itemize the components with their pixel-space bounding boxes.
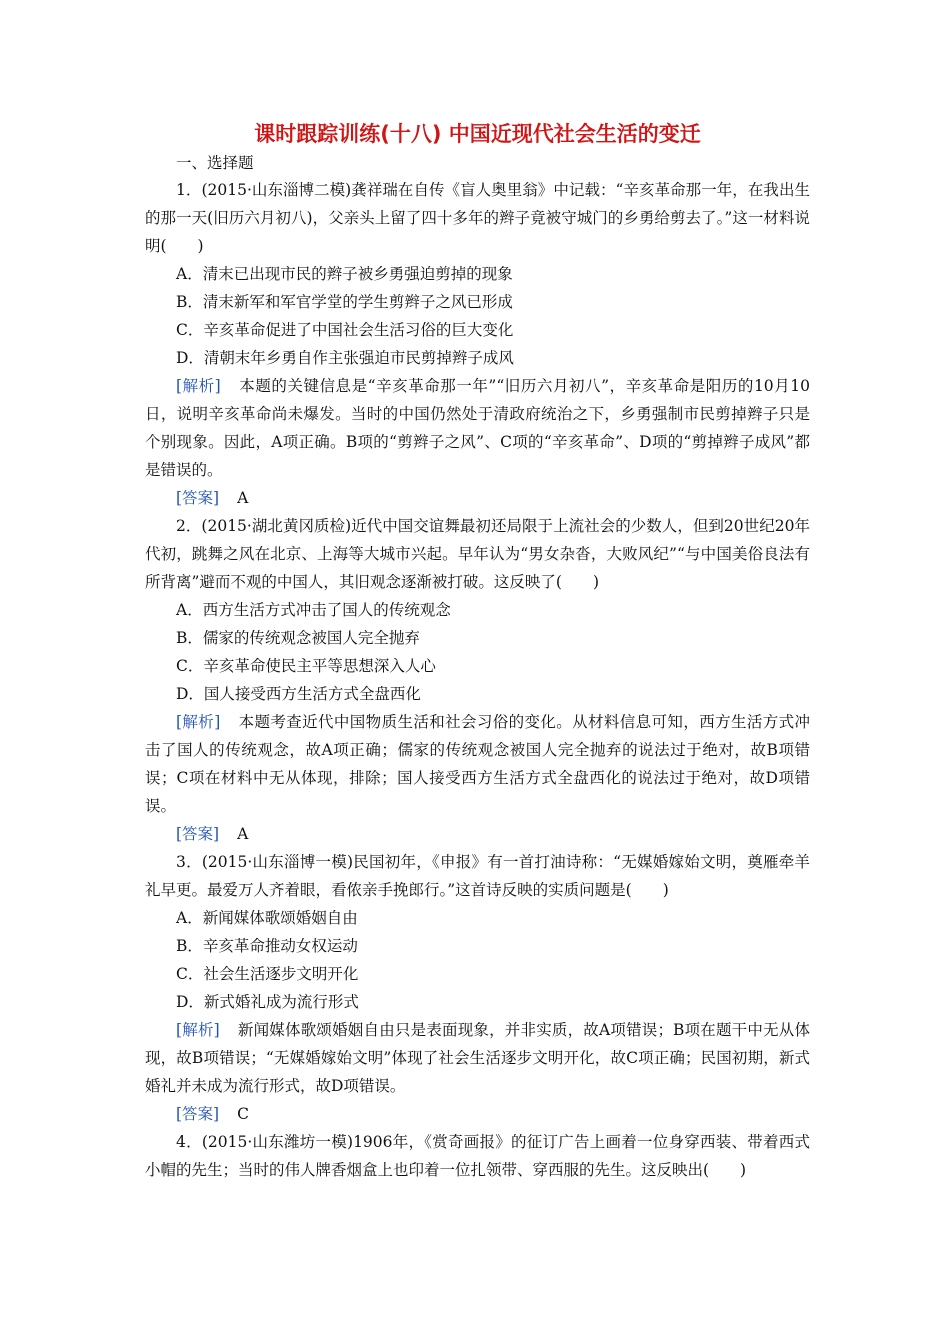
question-stem: 1．(2015·山东淄博二模)龚祥瑞在自传《盲人奥里翁》中记载：“辛亥革命那一年，在我出生的那一天(旧历六月初八)，父亲头上留了四十多年的辫子竟被守城门的乡勇给剪去了。”这一材料说明( ) <box>145 181 810 255</box>
question-2 <box>145 512 810 848</box>
answer-line <box>145 484 810 512</box>
option-c: C．辛亥革命使民主平等思想深入人心 <box>176 657 436 675</box>
option-a: A．新闻媒体歌颂婚姻自由 <box>176 909 358 927</box>
answer-line <box>145 1100 810 1128</box>
option-a: A．西方生活方式冲击了国人的传统观念 <box>176 601 451 619</box>
analysis-text: 本题的关键信息是“辛亥革命那一年”“旧历六月初八”，辛亥革命是阳历的10月10日，说明辛亥革命尚未爆发。当时的中国仍然处于清政府统治之下，乡勇强制市民剪掉辫子只是个别现象。因此，A项正确。B项的“剪辫子之风”、C项的“辛亥革命”、D项的“剪掉辫子成风”都是错误的。 <box>145 377 810 479</box>
option-c: C．社会生活逐步文明开化 <box>176 965 359 983</box>
option-b: B．清末新军和军官学堂的学生剪辫子之风已形成 <box>176 293 513 311</box>
analysis-paragraph <box>145 372 810 484</box>
question-stem: 3．(2015·山东淄博一模)民国初年，《申报》有一首打油诗称：“无媒婚嫁始文明，奠雁牵羊礼早更。最爱万人齐着眼，看侬亲手挽郎行。”这首诗反映的实质问题是( ) <box>145 853 810 899</box>
answer-value: A <box>237 825 249 843</box>
option-b: B．辛亥革命推动女权运动 <box>176 937 358 955</box>
question-3 <box>145 848 810 1128</box>
question-stem: 2．(2015·湖北黄冈质检)近代中国交谊舞最初还局限于上流社会的少数人，但到20世纪20年代初，跳舞之风在北京、上海等大城市兴起。早年认为“男女杂沓，大败风纪”“与中国美俗良法有所背离”避而不观的中国人，其旧观念逐渐被打破。这反映了( ) <box>145 517 810 591</box>
question-4 <box>145 1128 810 1184</box>
option-a: A．清末已出现市民的辫子被乡勇强迫剪掉的现象 <box>176 265 513 283</box>
answer-label: [答案] <box>176 1105 220 1123</box>
analysis-paragraph <box>145 1016 810 1100</box>
answer-label: [答案] <box>176 489 220 507</box>
document-page <box>145 118 810 1184</box>
analysis-paragraph <box>145 708 810 820</box>
section-heading: 一、选择题 <box>176 154 254 172</box>
page-title: 课时跟踪训练(十八) 中国近现代社会生活的变迁 <box>254 122 701 146</box>
answer-line <box>145 820 810 848</box>
analysis-text: 本题考查近代中国物质生活和社会习俗的变化。从材料信息可知，西方生活方式冲击了国人的传统观念，故A项正确；儒家的传统观念被国人完全抛弃的说法过于绝对，故B项错误；C项在材料中无从体现，排除；国人接受西方生活方式全盘西化的说法过于绝对，故D项错误。 <box>145 713 810 815</box>
option-b: B．儒家的传统观念被国人完全抛弃 <box>176 629 420 647</box>
question-1 <box>145 176 810 512</box>
analysis-text: 新闻媒体歌颂婚姻自由只是表面现象，并非实质，故A项错误；B项在题干中无从体现，故B项错误；“无媒婚嫁始文明”体现了社会生活逐步文明开化，故C项正确；民国初期，新式婚礼并未成为流行形式，故D项错误。 <box>145 1021 810 1095</box>
analysis-label: [解析] <box>176 713 221 731</box>
option-d: D．清朝末年乡勇自作主张强迫市民剪掉辫子成风 <box>176 349 514 367</box>
option-c: C．辛亥革命促进了中国社会生活习俗的巨大变化 <box>176 321 514 339</box>
analysis-label: [解析] <box>176 1021 220 1039</box>
option-d: D．新式婚礼成为流行形式 <box>176 993 359 1011</box>
answer-label: [答案] <box>176 825 220 843</box>
question-stem: 4．(2015·山东潍坊一模)1906年，《赏奇画报》的征订广告上画着一位身穿西装、带着西式小帽的先生；当时的伟人牌香烟盒上也印着一位扎领带、穿西服的先生。这反映出( ) <box>145 1133 810 1179</box>
option-d: D．国人接受西方生活方式全盘西化 <box>176 685 421 703</box>
answer-value: C <box>237 1105 249 1123</box>
answer-value: A <box>237 489 249 507</box>
analysis-label: [解析] <box>176 377 221 395</box>
